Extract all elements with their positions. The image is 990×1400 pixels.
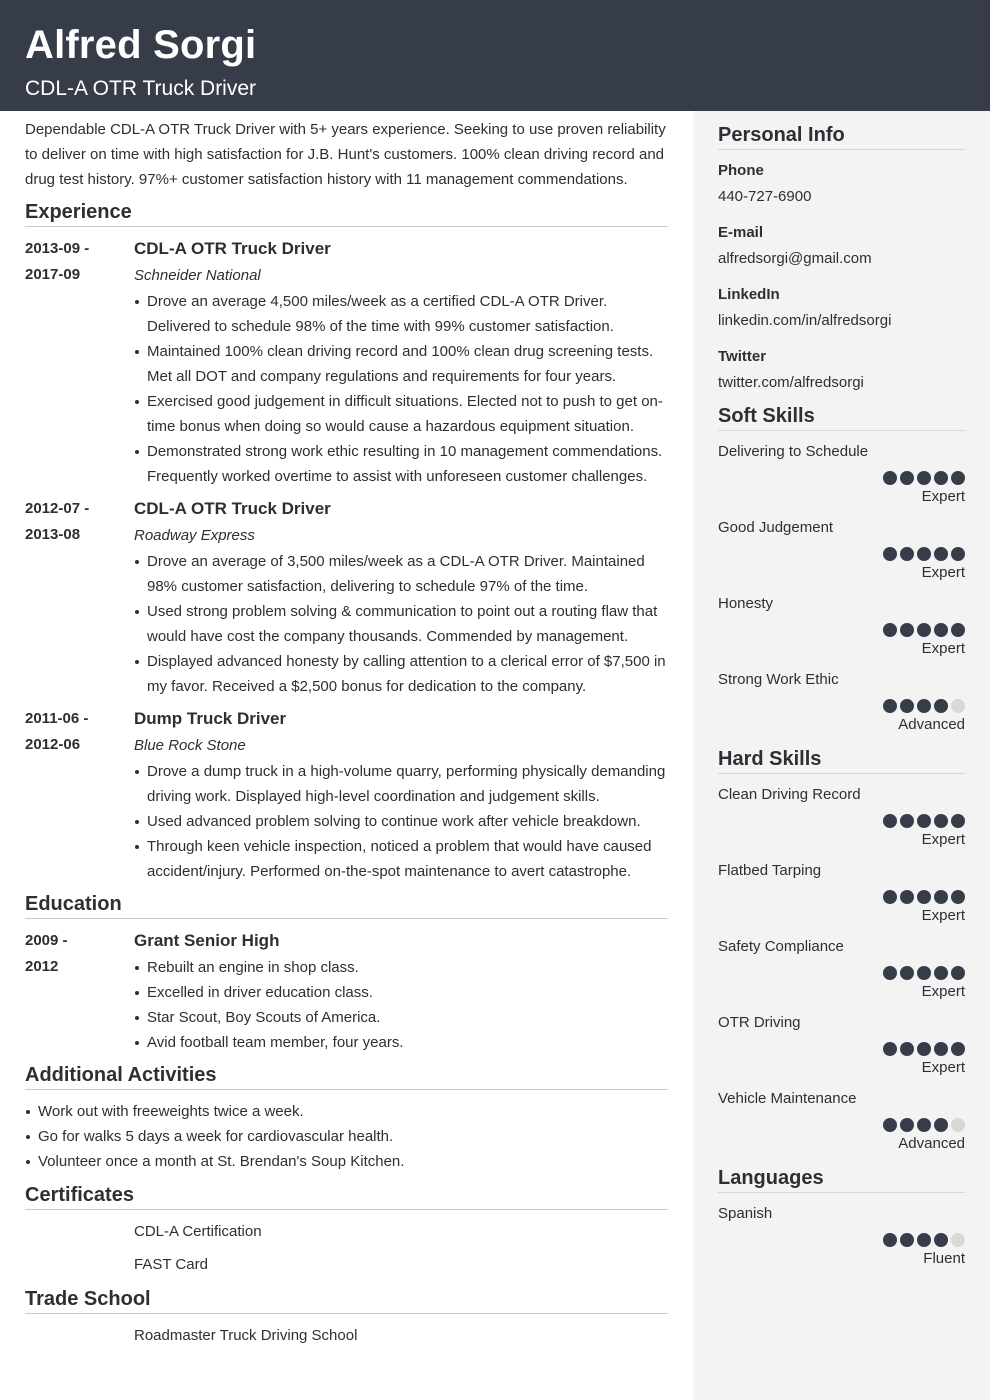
skill-item [718, 860, 965, 927]
date-end: 2013-08 [25, 526, 81, 543]
entry-dates [25, 927, 134, 1055]
entry-body [134, 495, 668, 699]
twitter-value: twitter.com/alfredsorgi [718, 374, 864, 391]
soft-skills-heading: Soft Skills [718, 402, 965, 431]
candidate-name: Alfred Sorgi [25, 23, 257, 67]
rating-dot-filled [934, 471, 948, 485]
date-start: 2013-09 - [25, 240, 90, 257]
certificates-heading: Certificates [25, 1181, 668, 1210]
rating-dot-filled [883, 1042, 897, 1056]
date-end: 2012 [25, 958, 59, 975]
rating-dot-filled [917, 890, 931, 904]
skill-level: Expert [921, 983, 965, 1000]
rating-dot-filled [934, 814, 948, 828]
rating-dot-filled [917, 623, 931, 637]
rating-dot-filled [951, 547, 965, 561]
entry-dates [25, 705, 134, 884]
skill-item [718, 1203, 965, 1270]
date-start: 2012-07 - [25, 500, 90, 517]
bullet-item: Go for walks 5 days a week for cardiovascular health. [25, 1124, 668, 1149]
bullet-item: Exercised good judgement in difficult situations. Elected not to push to get on-time bonus when doing so would cause a hazardous equipment situation. [134, 389, 668, 439]
bullet-item: Work out with freeweights twice a week. [25, 1099, 668, 1124]
date-start: 2011-06 - [25, 710, 89, 727]
rating-dot-filled [900, 471, 914, 485]
rating-dot-filled [917, 471, 931, 485]
skill-level: Expert [921, 564, 965, 581]
rating-dot-filled [951, 890, 965, 904]
rating-dot-filled [917, 1118, 931, 1132]
rating-dot-filled [900, 1042, 914, 1056]
skill-name: Flatbed Tarping [718, 862, 822, 879]
rating-dot-filled [934, 623, 948, 637]
skill-item [718, 1088, 965, 1155]
skill-level: Expert [921, 907, 965, 924]
job-bullets [134, 759, 668, 884]
twitter-label: Twitter [718, 348, 767, 365]
skill-rating [718, 812, 965, 828]
skill-name: Safety Compliance [718, 938, 844, 955]
rating-dot-filled [900, 890, 914, 904]
company-name: Roadway Express [134, 527, 255, 544]
date-start: 2009 - [25, 932, 68, 949]
bullet-item: Excelled in driver education class. [134, 980, 668, 1005]
skill-level: Expert [921, 640, 965, 657]
rating-dot-filled [934, 1233, 948, 1247]
rating-dot-filled [900, 1118, 914, 1132]
rating-dot-filled [883, 1118, 897, 1132]
company-name: Schneider National [134, 267, 261, 284]
skill-name: Vehicle Maintenance [718, 1090, 857, 1107]
email-value: alfredsorgi@gmail.com [718, 250, 872, 267]
sidebar [693, 111, 990, 1400]
skill-rating [718, 621, 965, 637]
hard-skills-list [718, 784, 965, 1155]
rating-dot-filled [900, 1233, 914, 1247]
skill-item [718, 784, 965, 851]
skill-level: Fluent [923, 1250, 965, 1267]
rating-dot-filled [934, 890, 948, 904]
bullet-item: Used strong problem solving & communication to point out a routing flaw that would have cost the company thousands. Commended by management. [134, 599, 668, 649]
skill-level: Advanced [898, 1135, 965, 1152]
rating-dot-filled [917, 966, 931, 980]
skill-name: Spanish [718, 1205, 773, 1222]
activities-heading: Additional Activities [25, 1061, 668, 1090]
email-label: E-mail [718, 224, 764, 241]
skill-name: Strong Work Ethic [718, 671, 839, 688]
skill-rating [718, 469, 965, 485]
sidebar-content [718, 121, 965, 1279]
certificate-item: CDL-A Certification [134, 1223, 262, 1240]
bullet-item: Star Scout, Boy Scouts of America. [134, 1005, 668, 1030]
skill-rating [718, 888, 965, 904]
certificate-item: FAST Card [134, 1256, 208, 1273]
rating-dot-filled [917, 814, 931, 828]
job-bullets [134, 289, 668, 489]
summary-text: Dependable CDL-A OTR Truck Driver with 5+ years experience. Seeking to use proven reliability to deliver on time with high satisfaction for J.B. Hunt's customers. 100% clean driving record and drug test history. 97%+ customer satisfaction history with 11 management commendations. [25, 121, 666, 188]
phone-value: 440-727-6900 [718, 188, 812, 205]
skill-name: OTR Driving [718, 1014, 801, 1031]
rating-dot-filled [934, 1118, 948, 1132]
languages-heading: Languages [718, 1164, 965, 1193]
skill-item [718, 517, 965, 584]
bullet-item: Drove a dump truck in a high-volume quarry, performing physically demanding driving work. Displayed high-level coordination and judgement skills. [134, 759, 668, 809]
skill-item [718, 593, 965, 660]
experience-entry [25, 235, 668, 489]
bullet-item: Rebuilt an engine in shop class. [134, 955, 668, 980]
skill-item [718, 669, 965, 736]
skill-item [718, 1012, 965, 1079]
rating-dot-empty [951, 1233, 965, 1247]
rating-dot-empty [951, 1118, 965, 1132]
bullet-item: Avid football team member, four years. [134, 1030, 668, 1055]
job-title: CDL-A OTR Truck Driver [134, 499, 331, 518]
skill-rating [718, 1040, 965, 1056]
trade-school-heading: Trade School [25, 1285, 668, 1314]
rating-dot-filled [883, 699, 897, 713]
bullet-item: Used advanced problem solving to continue work after vehicle breakdown. [134, 809, 668, 834]
rating-dot-filled [883, 1233, 897, 1247]
rating-dot-filled [883, 966, 897, 980]
education-heading: Education [25, 890, 668, 919]
rating-dot-filled [883, 471, 897, 485]
entry-body [134, 705, 668, 884]
rating-dot-filled [900, 623, 914, 637]
date-end: 2017-09 [25, 266, 81, 283]
rating-dot-filled [900, 547, 914, 561]
rating-dot-filled [883, 547, 897, 561]
bullet-item: Drove an average 4,500 miles/week as a certified CDL-A OTR Driver. Delivered to schedule 98% of the time with 99% customer satisfaction. [134, 289, 668, 339]
education-entry [25, 927, 668, 1055]
skill-rating [718, 1231, 965, 1247]
skill-name: Honesty [718, 595, 774, 612]
date-end: 2012-06 [25, 736, 81, 753]
activities-bullets [25, 1099, 668, 1174]
rating-dot-filled [951, 814, 965, 828]
entry-body [134, 927, 668, 1055]
candidate-title: CDL-A OTR Truck Driver [25, 77, 257, 100]
skill-name: Good Judgement [718, 519, 834, 536]
rating-dot-filled [917, 699, 931, 713]
rating-dot-filled [951, 966, 965, 980]
rating-dot-filled [934, 547, 948, 561]
school-name: Grant Senior High [134, 931, 280, 950]
skill-level: Expert [921, 831, 965, 848]
job-title: CDL-A OTR Truck Driver [134, 239, 331, 258]
rating-dot-filled [951, 623, 965, 637]
personal-info-heading: Personal Info [718, 121, 965, 150]
rating-dot-filled [900, 699, 914, 713]
experience-entry [25, 495, 668, 699]
rating-dot-filled [883, 623, 897, 637]
rating-dot-filled [917, 547, 931, 561]
entry-dates [25, 495, 134, 699]
rating-dot-filled [951, 1042, 965, 1056]
company-name: Blue Rock Stone [134, 737, 246, 754]
skill-item [718, 441, 965, 508]
skill-rating [718, 964, 965, 980]
skill-level: Expert [921, 488, 965, 505]
education-bullets [134, 955, 668, 1055]
rating-dot-empty [951, 699, 965, 713]
skill-rating [718, 697, 965, 713]
rating-dot-filled [951, 471, 965, 485]
entry-dates [25, 235, 134, 489]
skill-rating [718, 545, 965, 561]
trade-school-item: Roadmaster Truck Driving School [134, 1327, 358, 1344]
rating-dot-filled [934, 699, 948, 713]
skill-name: Delivering to Schedule [718, 443, 869, 460]
rating-dot-filled [934, 1042, 948, 1056]
job-bullets [134, 549, 668, 699]
experience-entry [25, 705, 668, 884]
bullet-item: Demonstrated strong work ethic resulting in 10 management commendations. Frequently worked overtime to assist with unforeseen customer challenges. [134, 439, 668, 489]
linkedin-value: linkedin.com/in/alfredsorgi [718, 312, 892, 329]
skill-name: Clean Driving Record [718, 786, 861, 803]
phone-label: Phone [718, 162, 764, 179]
bullet-item: Volunteer once a month at St. Brendan's Soup Kitchen. [25, 1149, 668, 1174]
soft-skills-list [718, 441, 965, 736]
main-column [25, 117, 668, 1356]
skill-rating [718, 1116, 965, 1132]
bullet-item: Through keen vehicle inspection, noticed a problem that would have caused accident/injury. Performed on-the-spot maintenance to avert catastrophe. [134, 834, 668, 884]
hard-skills-heading: Hard Skills [718, 745, 965, 774]
personal-info-list [718, 160, 965, 394]
resume-header [0, 0, 990, 111]
job-title: Dump Truck Driver [134, 709, 287, 728]
rating-dot-filled [917, 1233, 931, 1247]
skill-level: Expert [921, 1059, 965, 1076]
certificates-list [134, 1219, 668, 1277]
skill-item [718, 936, 965, 1003]
languages-list [718, 1203, 965, 1270]
rating-dot-filled [883, 890, 897, 904]
rating-dot-filled [934, 966, 948, 980]
rating-dot-filled [883, 814, 897, 828]
bullet-item: Displayed advanced honesty by calling attention to a clerical error of $7,500 in my favor. Received a $2,500 bonus for dedication to the company. [134, 649, 668, 699]
bullet-item: Drove an average of 3,500 miles/week as a CDL-A OTR Driver. Maintained 98% customer satisfaction, delivering to schedule 97% of the time. [134, 549, 668, 599]
experience-heading: Experience [25, 198, 668, 227]
rating-dot-filled [917, 1042, 931, 1056]
rating-dot-filled [900, 814, 914, 828]
rating-dot-filled [900, 966, 914, 980]
skill-level: Advanced [898, 716, 965, 733]
bullet-item: Maintained 100% clean driving record and 100% clean drug screening tests. Met all DOT and company regulations and requirements for four years. [134, 339, 668, 389]
trade-school-list [134, 1323, 668, 1348]
entry-body [134, 235, 668, 489]
linkedin-label: LinkedIn [718, 286, 780, 303]
